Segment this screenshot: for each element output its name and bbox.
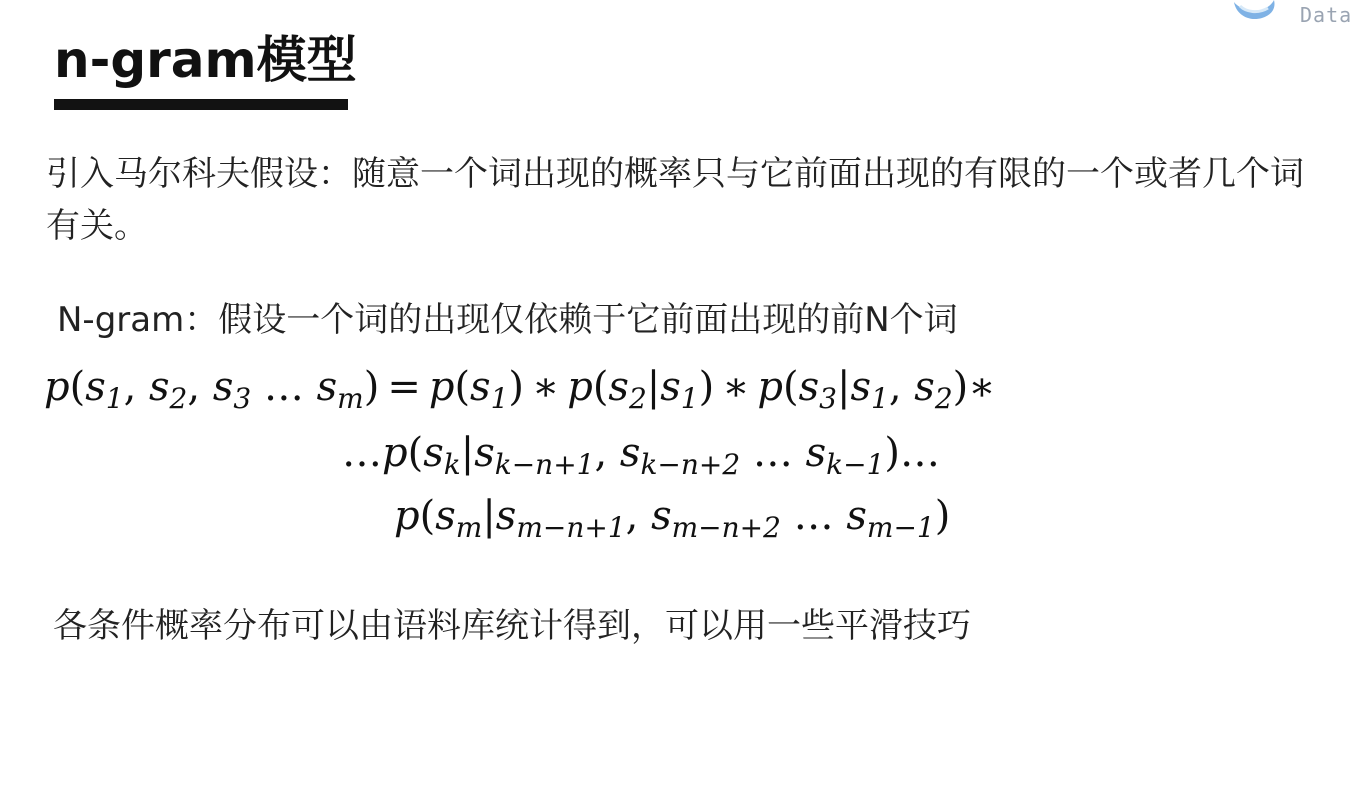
ngram-probability-formula [44,355,1144,555]
ngram-definition-text: N-gram：假设一个词的出现仅依赖于它前面出现的前N个词 [57,300,958,340]
page-title: n-gram模型 [54,31,357,89]
markov-assumption-text: 引入马尔科夫假设：随意一个词出现的概率只与它前面出现的有限的一个或者几个词有关。 [46,154,1304,246]
watermark-text: Data [1300,3,1353,27]
cloud-logo-icon [1230,0,1278,26]
smoothing-note-text: 各条件概率分布可以由语料库统计得到，可以用一些平滑技巧 [53,606,971,646]
formula-line-3: $p(s_m|s_{m-n+1}$, $s_{m-n+2}$ … $s_{m-1}$) [394,493,951,544]
formula-line-1: $p(s_1$, $s_2$, $s_3$ … $s_m) = p(s_1)$ ∗ $p(s_2|s_1)$ ∗ $p(s_3|s_1$, $s_2)∗$ [44,364,996,415]
watermark-logo [1230,0,1370,32]
formula-line-2: $\dots p(s_k|s_{k-n+1}$, $s_{k-n+2}$ … $s_{k-1})\dots$ [342,430,941,481]
title-underline [54,99,348,110]
